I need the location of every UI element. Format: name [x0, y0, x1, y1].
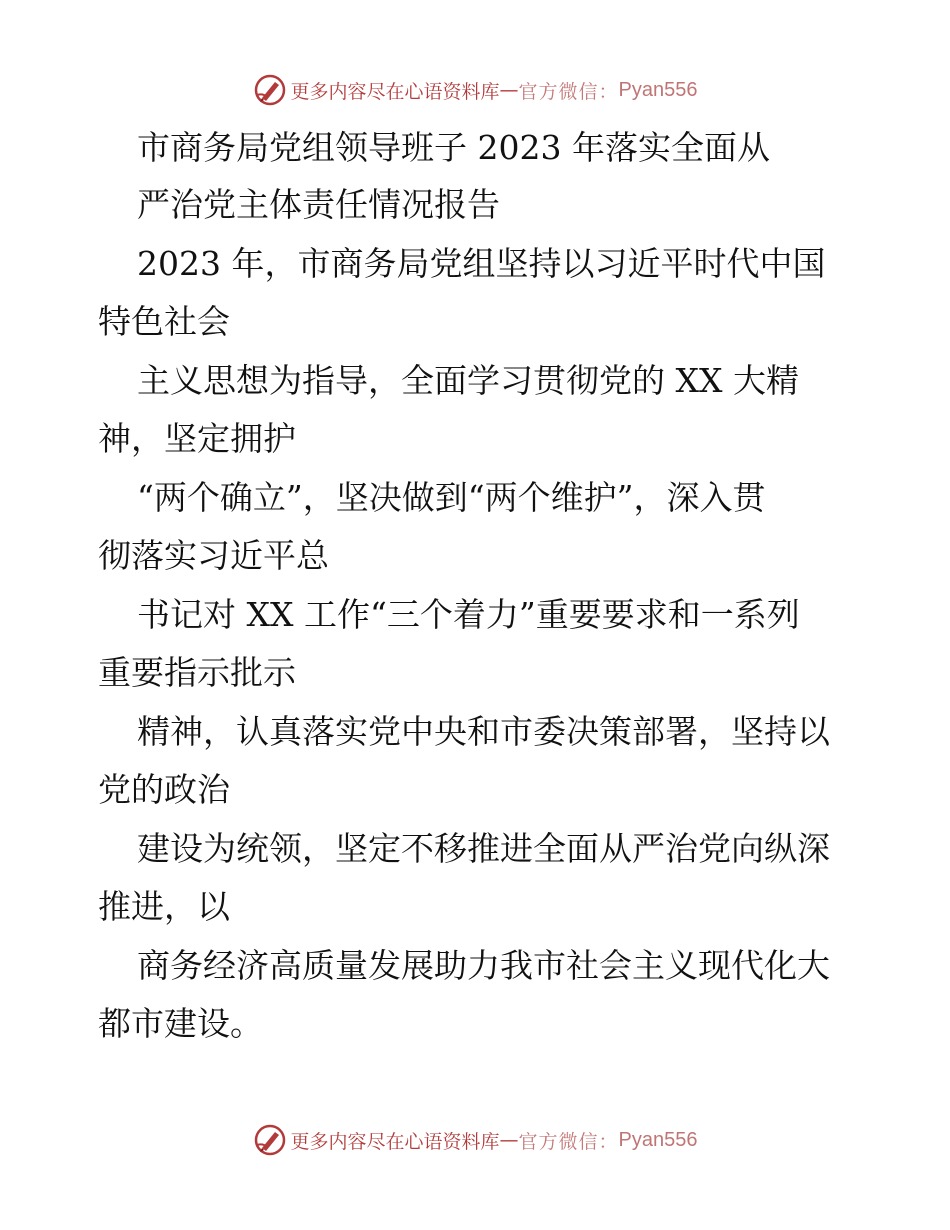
- body-line: 党的政治: [98, 770, 230, 809]
- watermark-brand: 更多内容尽在心语资料库: [290, 80, 500, 103]
- body-line: 精神，认真落实党中央和市委决策部署，坚持以: [137, 712, 830, 751]
- pen-logo-icon: [253, 1123, 287, 1157]
- body-line: 主义思想为指导，全面学习贯彻党的 XX 大精: [137, 361, 799, 400]
- watermark-banner-top: [0, 70, 950, 110]
- watermark-brand: 更多内容尽在心语资料库: [290, 1130, 500, 1153]
- watermark-wechat-id: Pyan556: [618, 1128, 698, 1151]
- body-line: 推进，以: [98, 887, 230, 926]
- body-line: “两个确立”，坚决做到“两个维护”，深入贯: [137, 478, 766, 517]
- watermark-dash: —: [499, 79, 519, 101]
- watermark-official-label: 官方微信：: [518, 80, 619, 103]
- body-line: 书记对 XX 工作“三个着力”重要要求和一系列: [137, 595, 800, 634]
- body-line: 建设为统领，坚定不移推进全面从严治党向纵深: [137, 829, 830, 868]
- body-line: 彻落实习近平总: [98, 536, 329, 575]
- pen-logo-icon: [253, 73, 287, 107]
- body-line: 商务经济高质量发展助力我市社会主义现代化大: [137, 946, 830, 985]
- watermark-banner-bottom: [0, 1120, 950, 1160]
- watermark-wechat-id: Pyan556: [618, 78, 698, 101]
- document-title-line-1: 市商务局党组领导班子 2023 年落实全面从: [137, 128, 770, 167]
- body-line: 神，坚定拥护: [98, 419, 296, 458]
- body-line: 都市建设。: [98, 1004, 263, 1043]
- body-line: 特色社会: [98, 302, 230, 341]
- body-line: 重要指示批示: [98, 653, 296, 692]
- body-line: 2023 年，市商务局党组坚持以习近平时代中国: [137, 244, 826, 283]
- watermark-dash: —: [499, 1129, 519, 1151]
- watermark-official-label: 官方微信：: [518, 1130, 619, 1153]
- document-title-line-2: 严治党主体责任情况报告: [137, 185, 500, 224]
